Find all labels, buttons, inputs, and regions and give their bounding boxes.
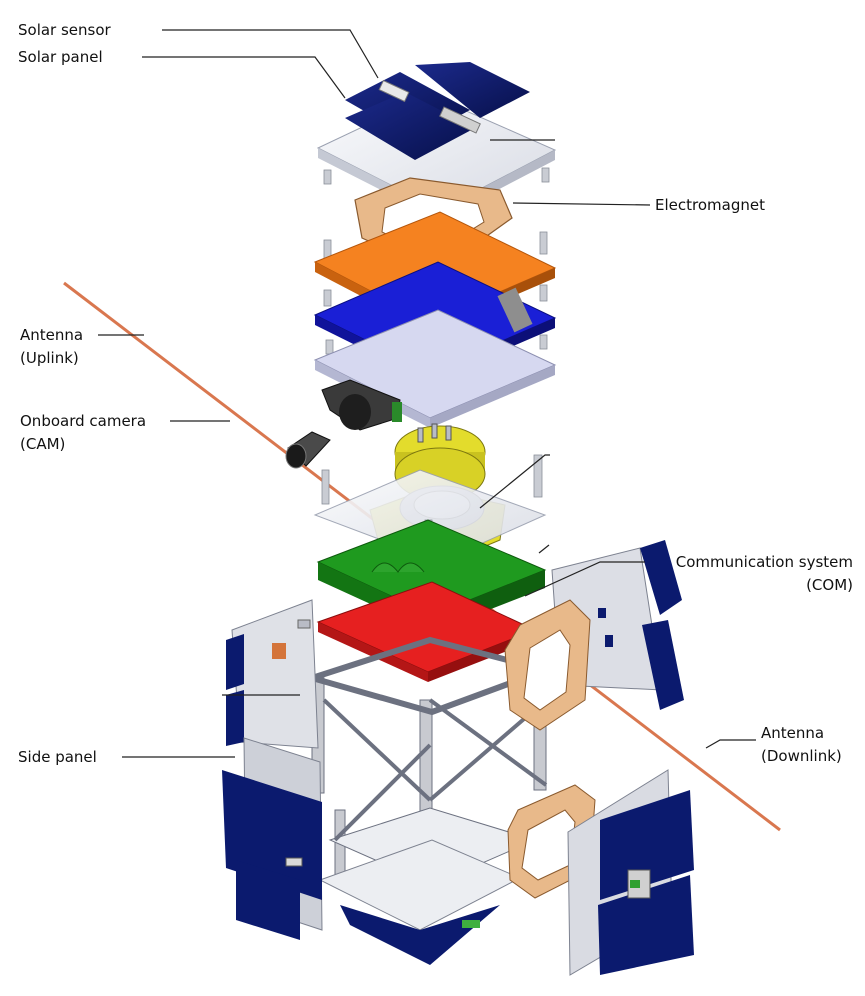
label-antenna-uplink: Antenna: [20, 326, 84, 344]
label-electromagnet: Electromagnet: [655, 196, 765, 214]
label-onboard-camera-sub: (CAM): [20, 435, 66, 453]
label-antenna-downlink: Antenna: [761, 724, 825, 742]
label-onboard-camera: Onboard camera: [20, 412, 147, 430]
label-communication-system-sub: (COM): [806, 576, 853, 594]
label-solar-panel: Solar panel: [18, 48, 103, 66]
left-side-panel: [226, 600, 318, 748]
label-communication-system: Communication system: [675, 553, 853, 571]
side-panel-front: [222, 738, 322, 940]
label-antenna-uplink-sub: (Uplink): [20, 349, 79, 367]
label-solar-sensor: Solar sensor: [18, 21, 111, 39]
label-antenna-downlink-sub: (Downlink): [761, 747, 842, 765]
electromagnet-coil-side-top: [505, 600, 590, 730]
label-side-panel: Side panel: [18, 748, 97, 766]
camera-lens: [286, 432, 330, 468]
